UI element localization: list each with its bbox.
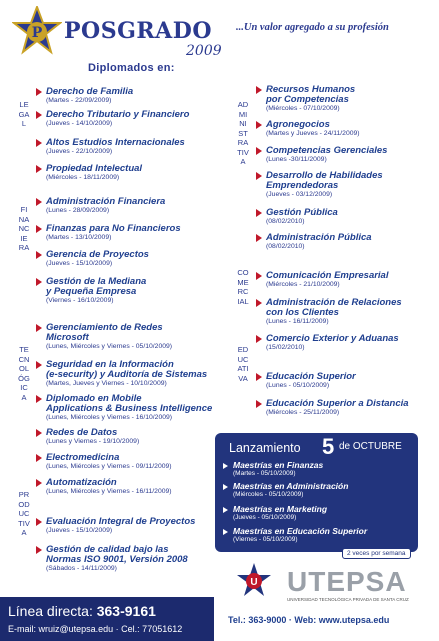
bullet-icon bbox=[256, 234, 262, 242]
bullet-icon bbox=[256, 121, 262, 129]
hotline bbox=[8, 603, 156, 619]
diplomado-item: Administración Pública (08/02/2010) bbox=[256, 233, 372, 251]
diplomado-item: Evaluación Integral de Proyectos (Jueves - 15/10/2009) bbox=[36, 517, 195, 535]
diplomado-item: Administración de Relaciones con los Clientes (Lunes - 16/11/2009) bbox=[256, 298, 402, 326]
hotline-number: 363-9161 bbox=[96, 603, 156, 619]
category-legal: LEGAL bbox=[18, 100, 30, 128]
bullet-icon bbox=[36, 111, 42, 119]
bullet-icon bbox=[256, 400, 262, 408]
diplomado-item: Educación Superior (Lunes - 05/10/2009) bbox=[256, 372, 356, 390]
bullet-icon bbox=[256, 299, 262, 307]
maestria-item: Maestrías en Administración (Miércoles - 05/10/2009) bbox=[223, 482, 348, 498]
bullet-icon bbox=[256, 172, 262, 180]
diplomado-item: Desarrollo de Habilidades Emprendedoras (Jueves - 03/12/2009) bbox=[256, 171, 383, 199]
diplomado-item: Automatización (Lunes, Miércoles y Viernes - 16/11/2009) bbox=[36, 478, 172, 496]
category-educativa: EDUCATIVA bbox=[237, 345, 249, 383]
launch-day: 5 bbox=[322, 434, 335, 459]
bullet-icon bbox=[36, 324, 42, 332]
maestria-item: Maestrías en Marketing (Jueves - 05/10/2009) bbox=[223, 505, 327, 521]
email-line: E-mail: wruiz@utepsa.edu · Cel.: 77051612 bbox=[8, 624, 183, 634]
tagline: ...Un valor agregado a su profesión bbox=[236, 22, 389, 33]
bullet-icon bbox=[36, 165, 42, 173]
diplomado-item: Comunicación Empresarial (Miércoles - 21/10/2009) bbox=[256, 271, 388, 289]
bullet-icon bbox=[36, 198, 42, 206]
lanzamiento-box bbox=[215, 433, 418, 552]
diplomado-item: Administración Financiera (Lunes - 28/09/2009) bbox=[36, 197, 165, 215]
bullet-icon bbox=[36, 395, 42, 403]
contact-line: Tel.: 363-9000 · Web: www.utepsa.edu bbox=[228, 615, 390, 625]
utepsa-star-logo-icon bbox=[236, 562, 272, 598]
posgrado-star-logo-icon bbox=[12, 6, 62, 56]
diplomado-item: Educación Superior a Distancia (Miércoles - 25/11/2009) bbox=[256, 399, 409, 417]
bullet-icon bbox=[36, 278, 42, 286]
svg-text:P: P bbox=[31, 25, 43, 41]
diplomado-item: Seguridad en la Información (e-security) y Auditoría de Sistemas (Martes, Jueves y Viernes - 10/10/2009) bbox=[36, 360, 207, 388]
category-administrativa: ADMINISTRATIVA bbox=[237, 100, 249, 166]
svg-text:U: U bbox=[250, 577, 258, 588]
diplomado-item: Competencias Gerenciales (Lunes -30/11/2009) bbox=[256, 146, 387, 164]
bullet-icon bbox=[256, 335, 262, 343]
diplomado-item: Gestión de la Mediana y Pequeña Empresa (Viernes - 16/10/2009) bbox=[36, 277, 146, 305]
bullet-icon bbox=[36, 454, 42, 462]
frequency-badge: 2 veces por semana bbox=[342, 548, 411, 559]
bullet-icon bbox=[223, 463, 228, 469]
bullet-icon bbox=[36, 88, 42, 96]
bullet-icon bbox=[36, 225, 42, 233]
bullet-icon bbox=[36, 479, 42, 487]
diplomado-item: Redes de Datos (Lunes y Viernes - 19/10/2009) bbox=[36, 428, 139, 446]
bullet-icon bbox=[256, 86, 262, 94]
launch-title: Lanzamiento bbox=[229, 441, 301, 455]
diplomado-item: Gestión Pública (08/02/2010) bbox=[256, 208, 338, 226]
utepsa-wordmark: UTEPSA bbox=[287, 566, 407, 597]
bullet-icon bbox=[36, 518, 42, 526]
diplomado-item: Gerenciamiento de Redes Microsoft (Lunes, Miércoles y Viernes - 05/10/2009) bbox=[36, 323, 172, 351]
bullet-icon bbox=[223, 484, 228, 490]
diplomados-heading: Diplomados en: bbox=[88, 62, 175, 74]
bullet-icon bbox=[36, 546, 42, 554]
maestria-item: Maestrías en Educación Superior (Viernes - 05/10/2009) bbox=[223, 527, 367, 543]
category-tecnologica: TECNOLÓGICA bbox=[18, 345, 30, 402]
diplomado-item: Propiedad Intelectual (Miércoles - 18/11/2009) bbox=[36, 164, 142, 182]
diplomado-item: Diplomado en Mobile Applications & Business Intelligence (Lunes, Miércoles y Viernes - 16/10/2009) bbox=[36, 394, 212, 422]
diplomado-item: Altos Estudios Internacionales (Jueves - 22/10/2009) bbox=[36, 138, 185, 156]
bullet-icon bbox=[256, 272, 262, 280]
bullet-icon bbox=[223, 529, 228, 535]
diplomado-item: Agronegocios (Martes y Jueves - 24/11/2009) bbox=[256, 120, 360, 138]
brand-year: 2009 bbox=[186, 43, 222, 59]
bullet-icon bbox=[256, 373, 262, 381]
utepsa-subtitle: UNIVERSIDAD TECNOLÓGICA PRIVADA DE SANTA CRUZ bbox=[287, 597, 409, 602]
diplomado-item: Finanzas para No Financieros (Martes - 13/10/2009) bbox=[36, 224, 181, 242]
bullet-icon bbox=[36, 251, 42, 259]
bullet-icon bbox=[256, 209, 262, 217]
diplomado-item: Recursos Humanos por Competencias (Miércoles - 07/10/2009) bbox=[256, 85, 355, 113]
brand-title: POSGRADO bbox=[64, 18, 212, 44]
diplomado-item: Comercio Exterior y Aduanas (15/02/2010) bbox=[256, 334, 399, 352]
diplomado-item: Derecho de Familia (Martes - 22/09/2009) bbox=[36, 87, 133, 105]
bullet-icon bbox=[36, 429, 42, 437]
category-financiera: FINANCIERA bbox=[18, 205, 30, 252]
bullet-icon bbox=[36, 361, 42, 369]
diplomado-item: Gerencia de Proyectos (Jueves - 15/10/2009) bbox=[36, 250, 149, 268]
diplomado-item: Gestión de calidad bajo las Normas ISO 9001, Versión 2008 (Sábados - 14/11/2009) bbox=[36, 545, 188, 573]
category-productiva: PRODUCTIVA bbox=[18, 490, 30, 537]
diplomado-item: Derecho Tributario y Financiero (Jueves - 14/10/2009) bbox=[36, 110, 189, 128]
category-comercial: COMERCIAL bbox=[237, 268, 249, 306]
bullet-icon bbox=[256, 147, 262, 155]
hotline-label: Línea directa: bbox=[8, 603, 93, 619]
diplomado-item: Electromedicina (Lunes, Miércoles y Viernes - 09/11/2009) bbox=[36, 453, 172, 471]
bullet-icon bbox=[36, 139, 42, 147]
launch-month: de OCTUBRE bbox=[339, 441, 402, 452]
maestria-item: Maestrías en Finanzas (Martes - 05/10/2009) bbox=[223, 461, 323, 477]
bullet-icon bbox=[223, 507, 228, 513]
